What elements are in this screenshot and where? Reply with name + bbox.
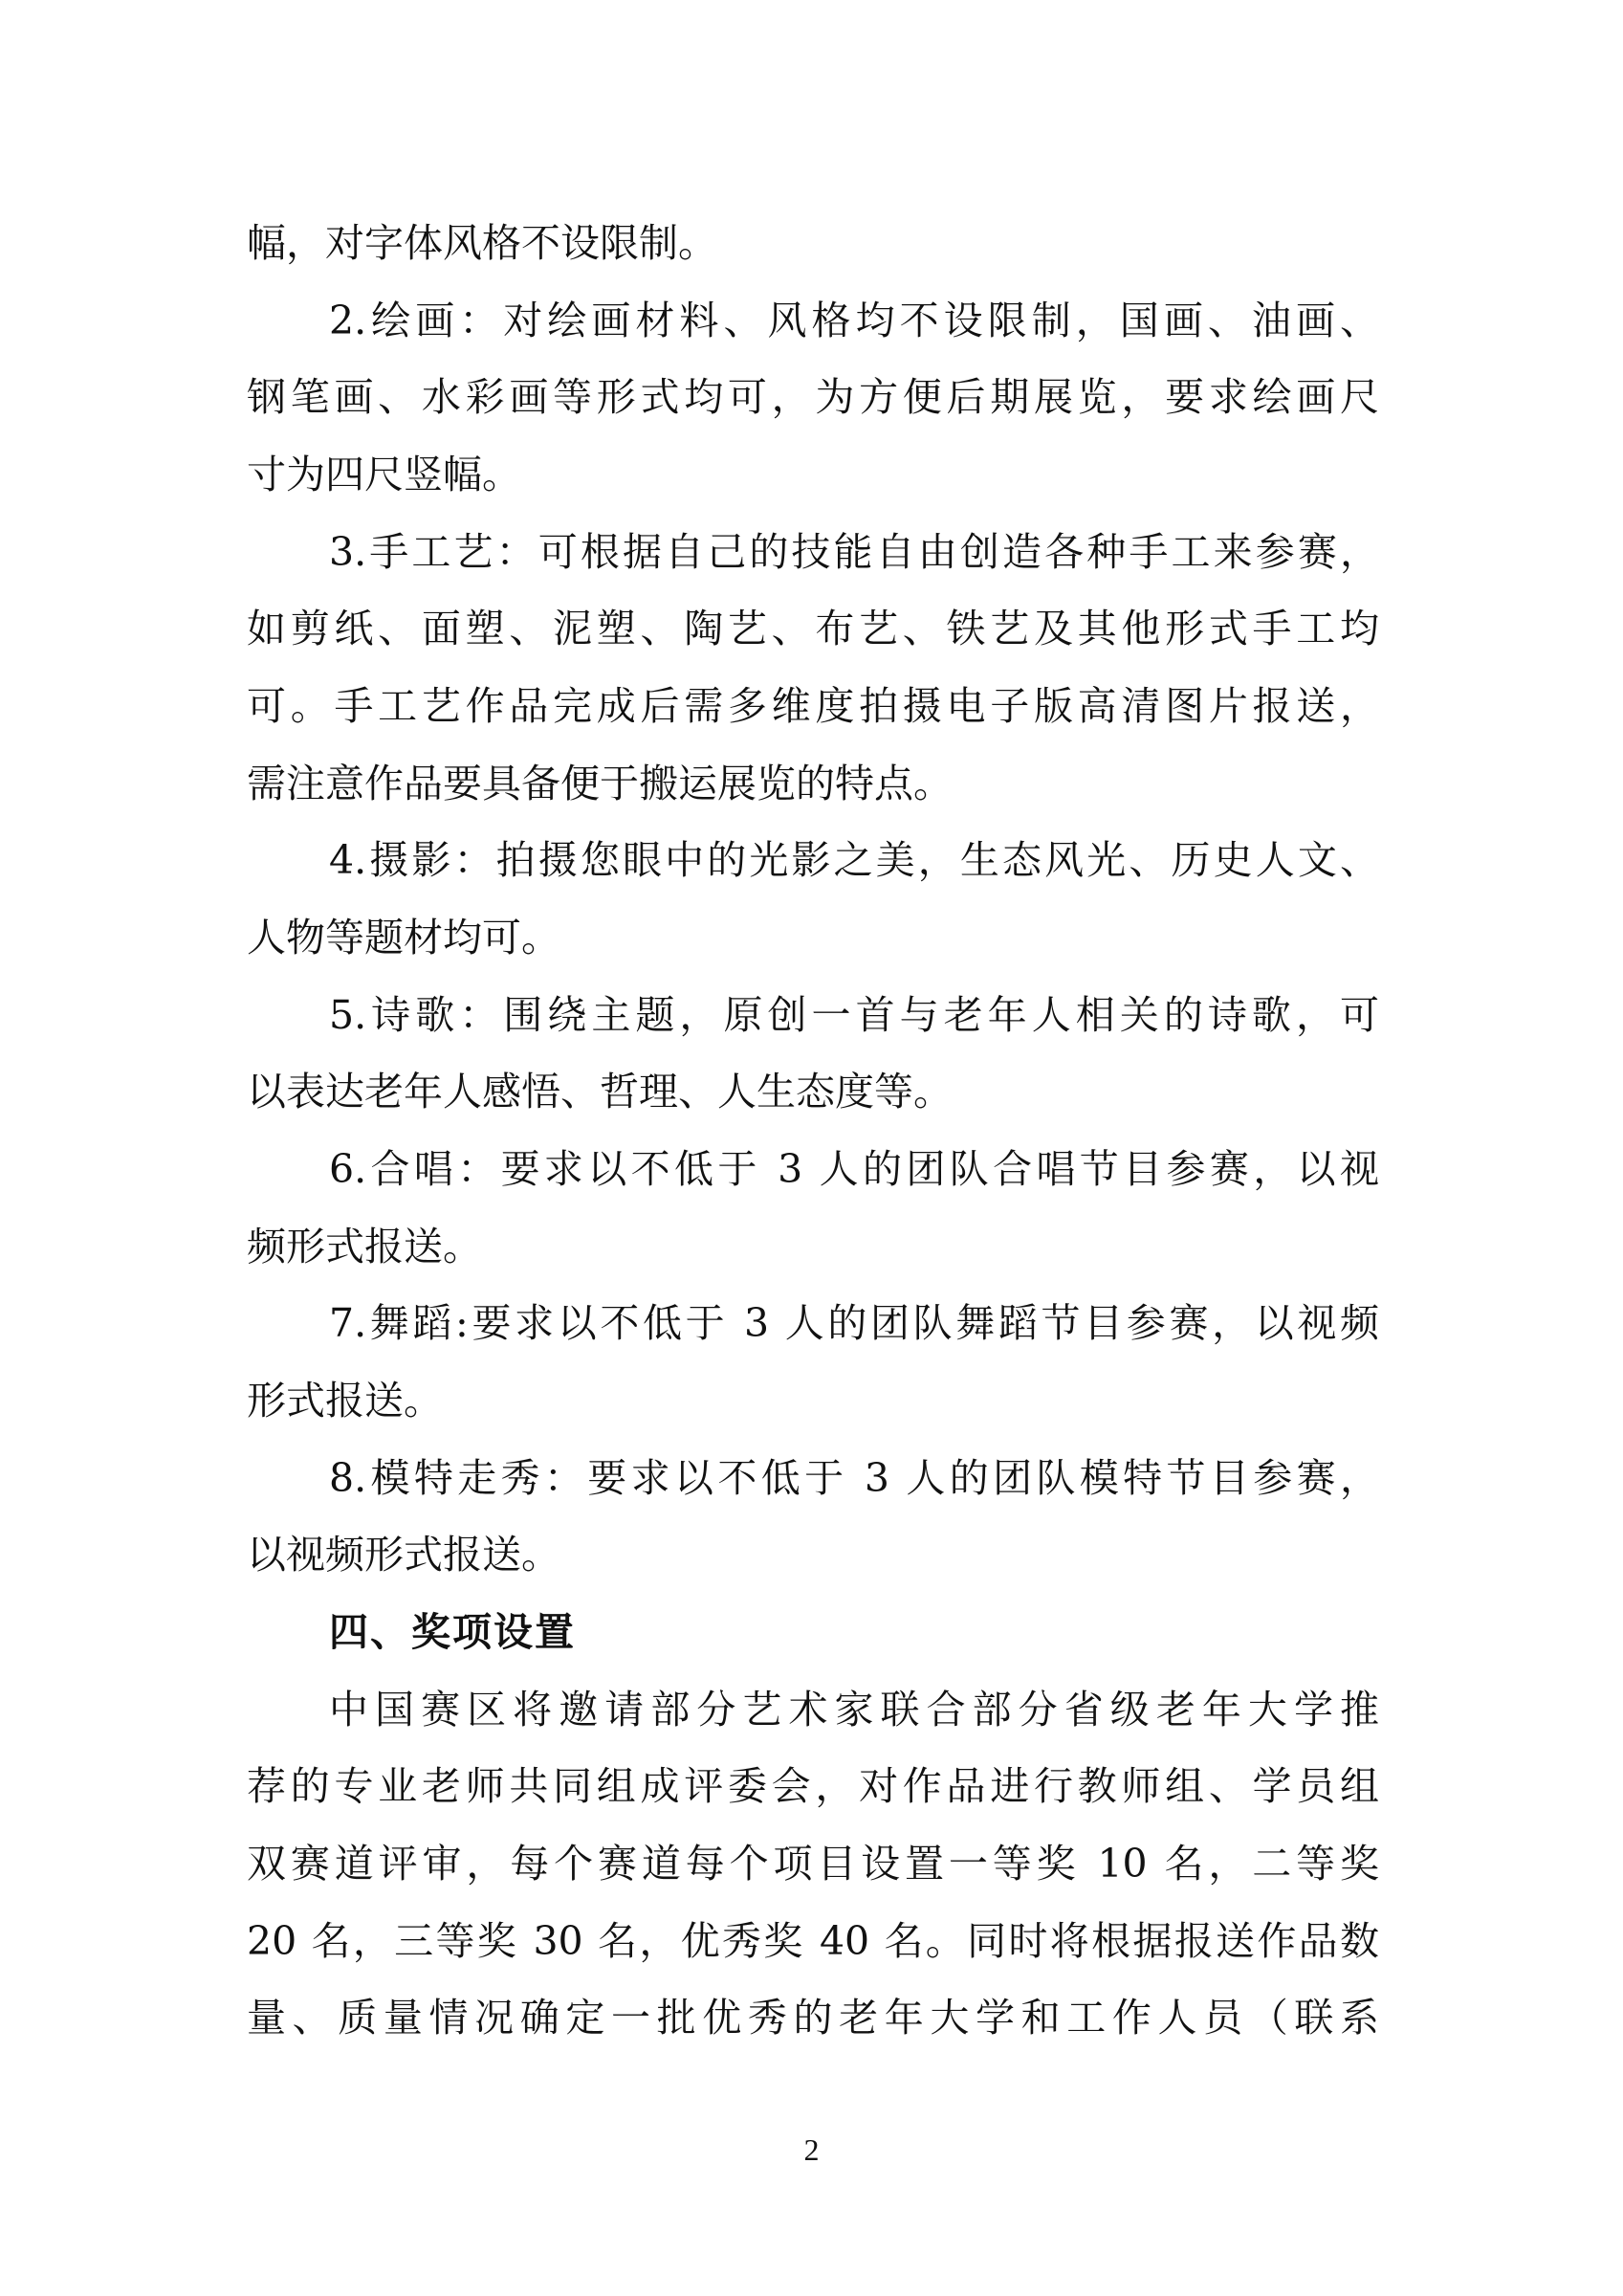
paragraph-line: 双赛道评审，每个赛道每个项目设置一等奖 10 名，二等奖 xyxy=(247,1841,1379,1887)
paragraph-line: 荐的专业老师共同组成评委会，对作品进行教师组、学员组 xyxy=(247,1763,1379,1809)
paragraph-line: 2.绘画：对绘画材料、风格均不设限制，国画、油画、 xyxy=(329,298,1379,343)
paragraph-line: 5.诗歌：围绕主题，原创一首与老年人相关的诗歌，可 xyxy=(329,992,1379,1038)
paragraph-line: 6.合唱：要求以不低于 3 人的团队合唱节目参赛，以视 xyxy=(329,1146,1379,1192)
paragraph-line: 8.模特走秀：要求以不低于 3 人的团队模特节目参赛， xyxy=(329,1455,1379,1501)
paragraph-line: 需注意作品要具备便于搬运展览的特点。 xyxy=(247,761,953,806)
paragraph-line: 4.摄影：拍摄您眼中的光影之美，生态风光、历史人文、 xyxy=(329,837,1379,883)
paragraph-line: 中国赛区将邀请部分艺术家联合部分省级老年大学推 xyxy=(329,1687,1379,1733)
paragraph-line: 如剪纸、面塑、泥塑、陶艺、布艺、铁艺及其他形式手工均 xyxy=(247,606,1379,651)
paragraph-line: 寸为四尺竖幅。 xyxy=(247,452,521,497)
paragraph-line: 钢笔画、水彩画等形式均可，为方便后期展览，要求绘画尺 xyxy=(247,374,1379,420)
paragraph-line: 频形式报送。 xyxy=(247,1224,482,1269)
paragraph-line: 7.舞蹈:要求以不低于 3 人的团队舞蹈节目参赛，以视频 xyxy=(329,1300,1379,1346)
page-number: 2 xyxy=(803,2132,820,2167)
paragraph-line: 可。手工艺作品完成后需多维度拍摄电子版高清图片报送， xyxy=(247,683,1379,729)
paragraph-line: 以表达老年人感悟、哲理、人生态度等。 xyxy=(247,1069,953,1115)
paragraph-line: 以视频形式报送。 xyxy=(247,1532,560,1578)
paragraph-line: 形式报送。 xyxy=(247,1378,443,1424)
paragraph-line: 量、质量情况确定一批优秀的老年大学和工作人员（联系 xyxy=(247,1995,1379,2041)
section-heading: 四、奖项设置 xyxy=(329,1609,576,1655)
paragraph-line: 幅，对字体风格不设限制。 xyxy=(247,220,717,266)
paragraph-line: 人物等题材均可。 xyxy=(247,915,560,960)
paragraph-line: 3.手工艺：可根据自己的技能自由创造各种手工来参赛， xyxy=(329,529,1379,575)
paragraph-line: 20 名，三等奖 30 名，优秀奖 40 名。同时将根据报送作品数 xyxy=(247,1918,1379,1964)
